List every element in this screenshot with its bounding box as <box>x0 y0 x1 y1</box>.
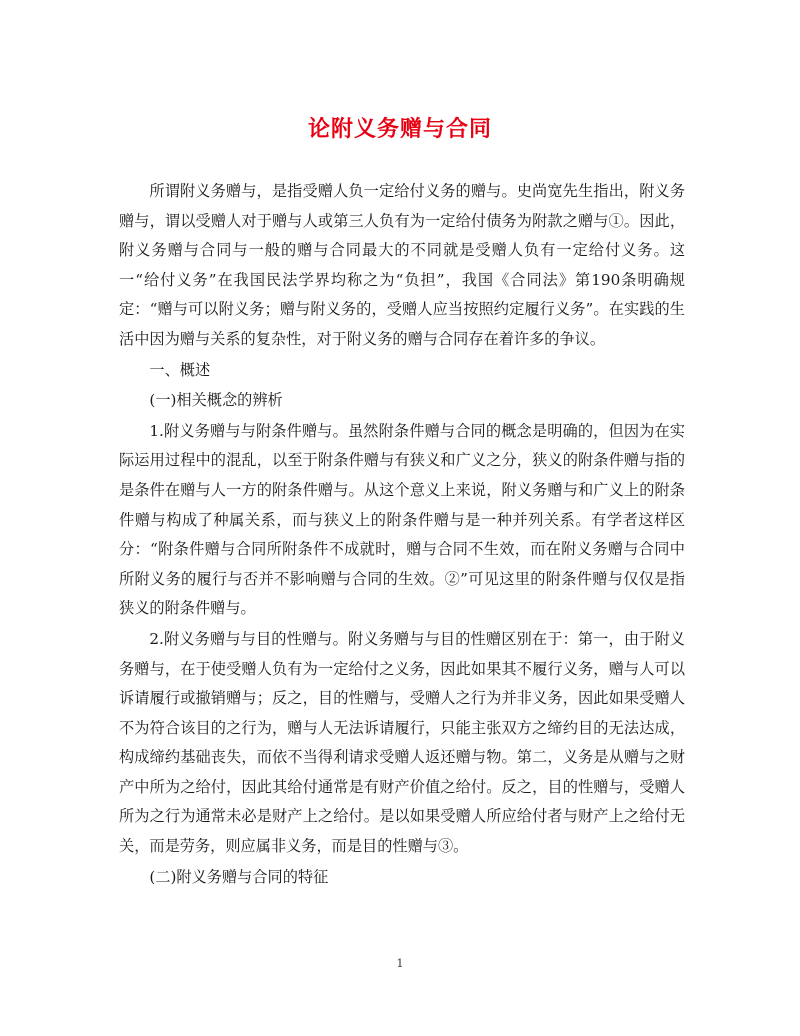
paragraph-purposive-gift: 2.附义务赠与与目的性赠与。附义务赠与与目的性赠区别在于：第一，由于附义务赠与，在于使受赠人负有为一定给付之义务，因此如果其不履行义务，赠与人可以诉请履行或撤销赠与；反之，目的性赠与，受赠人之行为并非义务，因此如果受赠人不为符合该目的之行为，赠与人无法诉请履行，只能主张双方之缔约目的无法达成，构成缔约基础丧失，而依不当得利请求受赠人返还赠与物。第二，义务是从赠与之财产中所为之给付，因此其给付通常是有财产价值之给付。反之，目的性赠与，受赠人所为之行为通常未必是财产上之给付。是以如果受赠人所应给付者与财产上之给付无关，而是劳务，则应属非义务，而是目的性赠与③。 <box>119 629 685 856</box>
intro-paragraph: 所谓附义务赠与，是指受赠人负一定给付义务的赠与。史尚宽先生指出，附义务赠与，谓以受赠人对于赠与人或第三人负有为一定给付债务为附款之赠与①。因此，附义务赠与合同与一般的赠与合同最大的不同就是受赠人负有一定给付义务。这一“给付义务”在我国民法学界均称之为“负担”，我国《合同法》第190条明确规定：“赠与可以附义务；赠与附义务的，受赠人应当按照约定履行义务”。在实践的生活中因为赠与关系的复杂性，对于附义务的赠与合同存在着许多的争议。 <box>119 182 685 348</box>
paragraph-conditional-gift: 1.附义务赠与与附条件赠与。虽然附条件赠与合同的概念是明确的，但因为在实际运用过程中的混乱，以至于附条件赠与有狭义和广义之分，狭义的附条件赠与指的是条件在赠与人一方的附条件赠与。从这个意义上来说，附义务赠与和广义上的附条件赠与构成了种属关系，而与狭义上的附条件赠与是一种并列关系。有学者这样区分：“附条件赠与合同所附条件不成就时，赠与合同不生效，而在附义务赠与合同中所附义务的履行与否并不影响赠与合同的生效。②”可见这里的附条件赠与仅仅是指狭义的附条件赠与。 <box>119 421 685 618</box>
section-heading-overview: 一、概述 <box>149 360 211 379</box>
subsection-heading-concepts: (一)相关概念的辨析 <box>149 391 283 410</box>
document-body <box>119 177 685 892</box>
page-number: 1 <box>396 957 404 970</box>
subsection-heading-features: (二)附义务赠与合同的特征 <box>149 867 329 886</box>
document-title: 论附义务赠与合同 <box>307 116 492 142</box>
